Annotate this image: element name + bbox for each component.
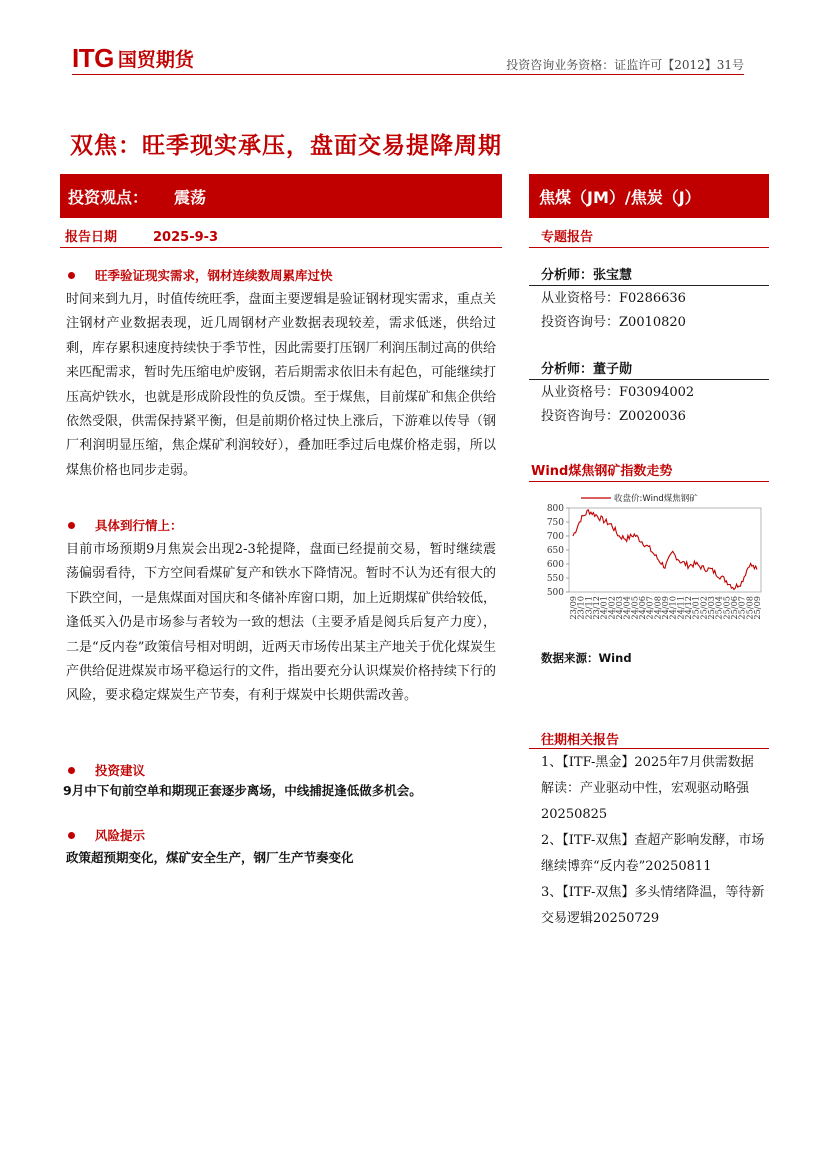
x-tick-label: 23/12: [591, 596, 601, 620]
related-report-item[interactable]: 3、【ITF-双焦】多头情绪降温，等待新交易逻辑20250729: [541, 885, 765, 926]
page-title: 双焦：旺季现实承压，盘面交易提降周期: [70, 133, 502, 159]
section-body-4: 政策超预期变化，煤矿安全生产，钢厂生产节奏变化: [66, 850, 354, 865]
category-bar: [529, 174, 769, 218]
chart-plot-area: [569, 508, 761, 592]
report-date-value: 2025-9-3: [153, 230, 219, 245]
x-tick-label: 25/01: [690, 596, 701, 620]
legend-label: 收盘价:Wind煤焦钢矿: [614, 494, 698, 504]
data-source: 数据来源：Wind: [541, 651, 632, 665]
section-body-2: 目前市场预期9月焦炭会出现2-3轮提降，盘面已经提前交易，暂时继续震荡偏弱看待，下方空间看煤矿复产和铁水下降情况。暂时不认为还有很大的下跌空间，一是焦煤面对国庆和冬储补库窗口期，加上近期煤矿供给较低，逢低买入仍是市场参与者较为一致的想法（主要矛盾是阅兵后复产力度），二是“反内卷”政策信号相对明朗，近两天市场传出某主产地关于优化煤炭生产供给促进煤炭市场平稳运行的文件，指出要充分认识煤炭价格持续下行的风险，要求稳定煤炭生产节奏，有利于煤炭中长期供需改善。: [66, 542, 496, 704]
company-logo: [72, 44, 194, 72]
analyst-2-consult: 投资咨询号：Z0020036: [541, 409, 686, 424]
y-tick-label: 550: [546, 574, 564, 584]
y-tick-label: 650: [546, 546, 564, 556]
header-divider: [72, 74, 744, 75]
x-tick-label: 23/10: [575, 596, 586, 620]
x-tick-label: 24/03: [614, 596, 624, 620]
analyst-2-name: 分析师：董子勋: [541, 362, 633, 377]
x-tick-label: 24/06: [637, 596, 647, 620]
analyst-1-divider: [529, 285, 769, 286]
x-tick-label: 24/05: [629, 596, 640, 620]
x-tick-label: 24/11: [675, 596, 686, 620]
report-type: 专题报告: [541, 230, 594, 245]
x-tick-label: 25/04: [713, 596, 724, 620]
analyst-2-practice: 从业资格号：F03094002: [541, 385, 695, 400]
x-tick-label: 24/01: [598, 596, 609, 620]
analyst-1-name: 分析师：张宝慧: [541, 268, 633, 283]
view-value: 震荡: [174, 187, 207, 207]
analyst-2-divider: [529, 379, 769, 380]
chart-title: Wind煤焦钢矿指数走势: [531, 464, 673, 479]
y-tick-label: 800: [546, 504, 564, 514]
bullet-icon: [68, 767, 75, 774]
y-tick-label: 700: [546, 532, 564, 542]
section-heading-2: 具体到行情上：: [68, 516, 183, 534]
bullet-icon: [68, 832, 75, 839]
bullet-icon: [68, 272, 75, 279]
y-tick-label: 750: [546, 518, 564, 528]
x-tick-label: 24/08: [652, 596, 663, 620]
report-date: [65, 226, 218, 245]
analyst-1-practice: 从业资格号：F0286636: [541, 291, 686, 306]
related-report-item[interactable]: 2、【ITF-双焦】查超产影响发酵，市场继续博弈“反内卷”20250811: [541, 833, 765, 874]
logo-itg: ITG: [72, 42, 114, 73]
x-tick-label: 24/09: [660, 596, 670, 620]
section-body-3: 9月中下旬前空单和期现正套逐步离场，中线捕捉逢低做多机会。: [63, 783, 422, 798]
x-tick-label: 25/08: [744, 596, 755, 620]
x-tick-label: 25/06: [729, 596, 739, 620]
x-tick-label: 25/02: [698, 596, 709, 620]
y-tick-label: 600: [546, 560, 564, 570]
x-tick-label: 23/09: [568, 596, 578, 620]
x-tick-label: 25/05: [721, 596, 732, 620]
section-heading-1: 旺季验证现实需求，钢材连续数周累库过快: [68, 266, 333, 284]
x-tick-label: 24/02: [606, 596, 617, 620]
x-tick-label: 24/07: [644, 596, 655, 620]
section-body-1: 时间来到九月，时值传统旺季，盘面主要逻辑是验证钢材现实需求，重点关注钢材产业数据表现，近几周钢材产业数据表现较差，需求低迷，供给过剩，库存累积速度持续快于季节性，因此需要打压钢厂利润压制过高的供给来匹配需求，暂时先压缩电炉废钢，若后期需求依旧未有起色，可能继续打压高炉铁水，也就是形成阶段性的负反馈。至于煤焦，目前煤矿和焦企供给依然受限，供需保持紧平衡，但是前期价格过快上涨后，下游难以传导（钢厂利润明显压缩，焦企煤矿利润较好），叠加旺季过后电煤价格走弱，所以煤焦价格也同步走弱。: [66, 292, 496, 478]
qualification-text: 投资咨询业务资格：证监许可【2012】31号: [506, 58, 744, 72]
report-type-divider: [529, 247, 769, 248]
category-label: 焦煤（JM）/焦炭（J）: [539, 187, 701, 207]
x-tick-label: 24/04: [621, 596, 632, 620]
section-heading-4: 风险提示: [68, 826, 145, 844]
view-label: 投资观点：: [68, 187, 149, 207]
x-tick-label: 23/11: [583, 596, 594, 620]
series-line: [573, 510, 757, 590]
analyst-1-consult: 投资咨询号：Z0010820: [541, 315, 686, 330]
report-date-label: 报告日期: [65, 230, 118, 245]
x-tick-label: 25/09: [752, 596, 762, 620]
price-index-chart: [529, 482, 769, 632]
bullet-icon: [68, 522, 75, 529]
view-bar: [60, 174, 502, 218]
x-tick-label: 24/10: [667, 596, 678, 620]
section-heading-3: 投资建议: [68, 761, 145, 779]
x-tick-label: 25/03: [706, 596, 716, 620]
related-report-item[interactable]: 1、【ITF-黑金】2025年7月供需数据解读：产业驱动中性，宏观驱动略强20250825: [541, 755, 754, 822]
date-divider: [60, 247, 502, 248]
related-reports-title: 往期相关报告: [541, 733, 620, 748]
related-reports-divider: [529, 748, 769, 749]
x-tick-label: 24/12: [683, 596, 693, 620]
logo-cn: 国贸期货: [117, 48, 194, 71]
y-tick-label: 500: [546, 588, 564, 598]
x-tick-label: 25/07: [736, 596, 747, 620]
